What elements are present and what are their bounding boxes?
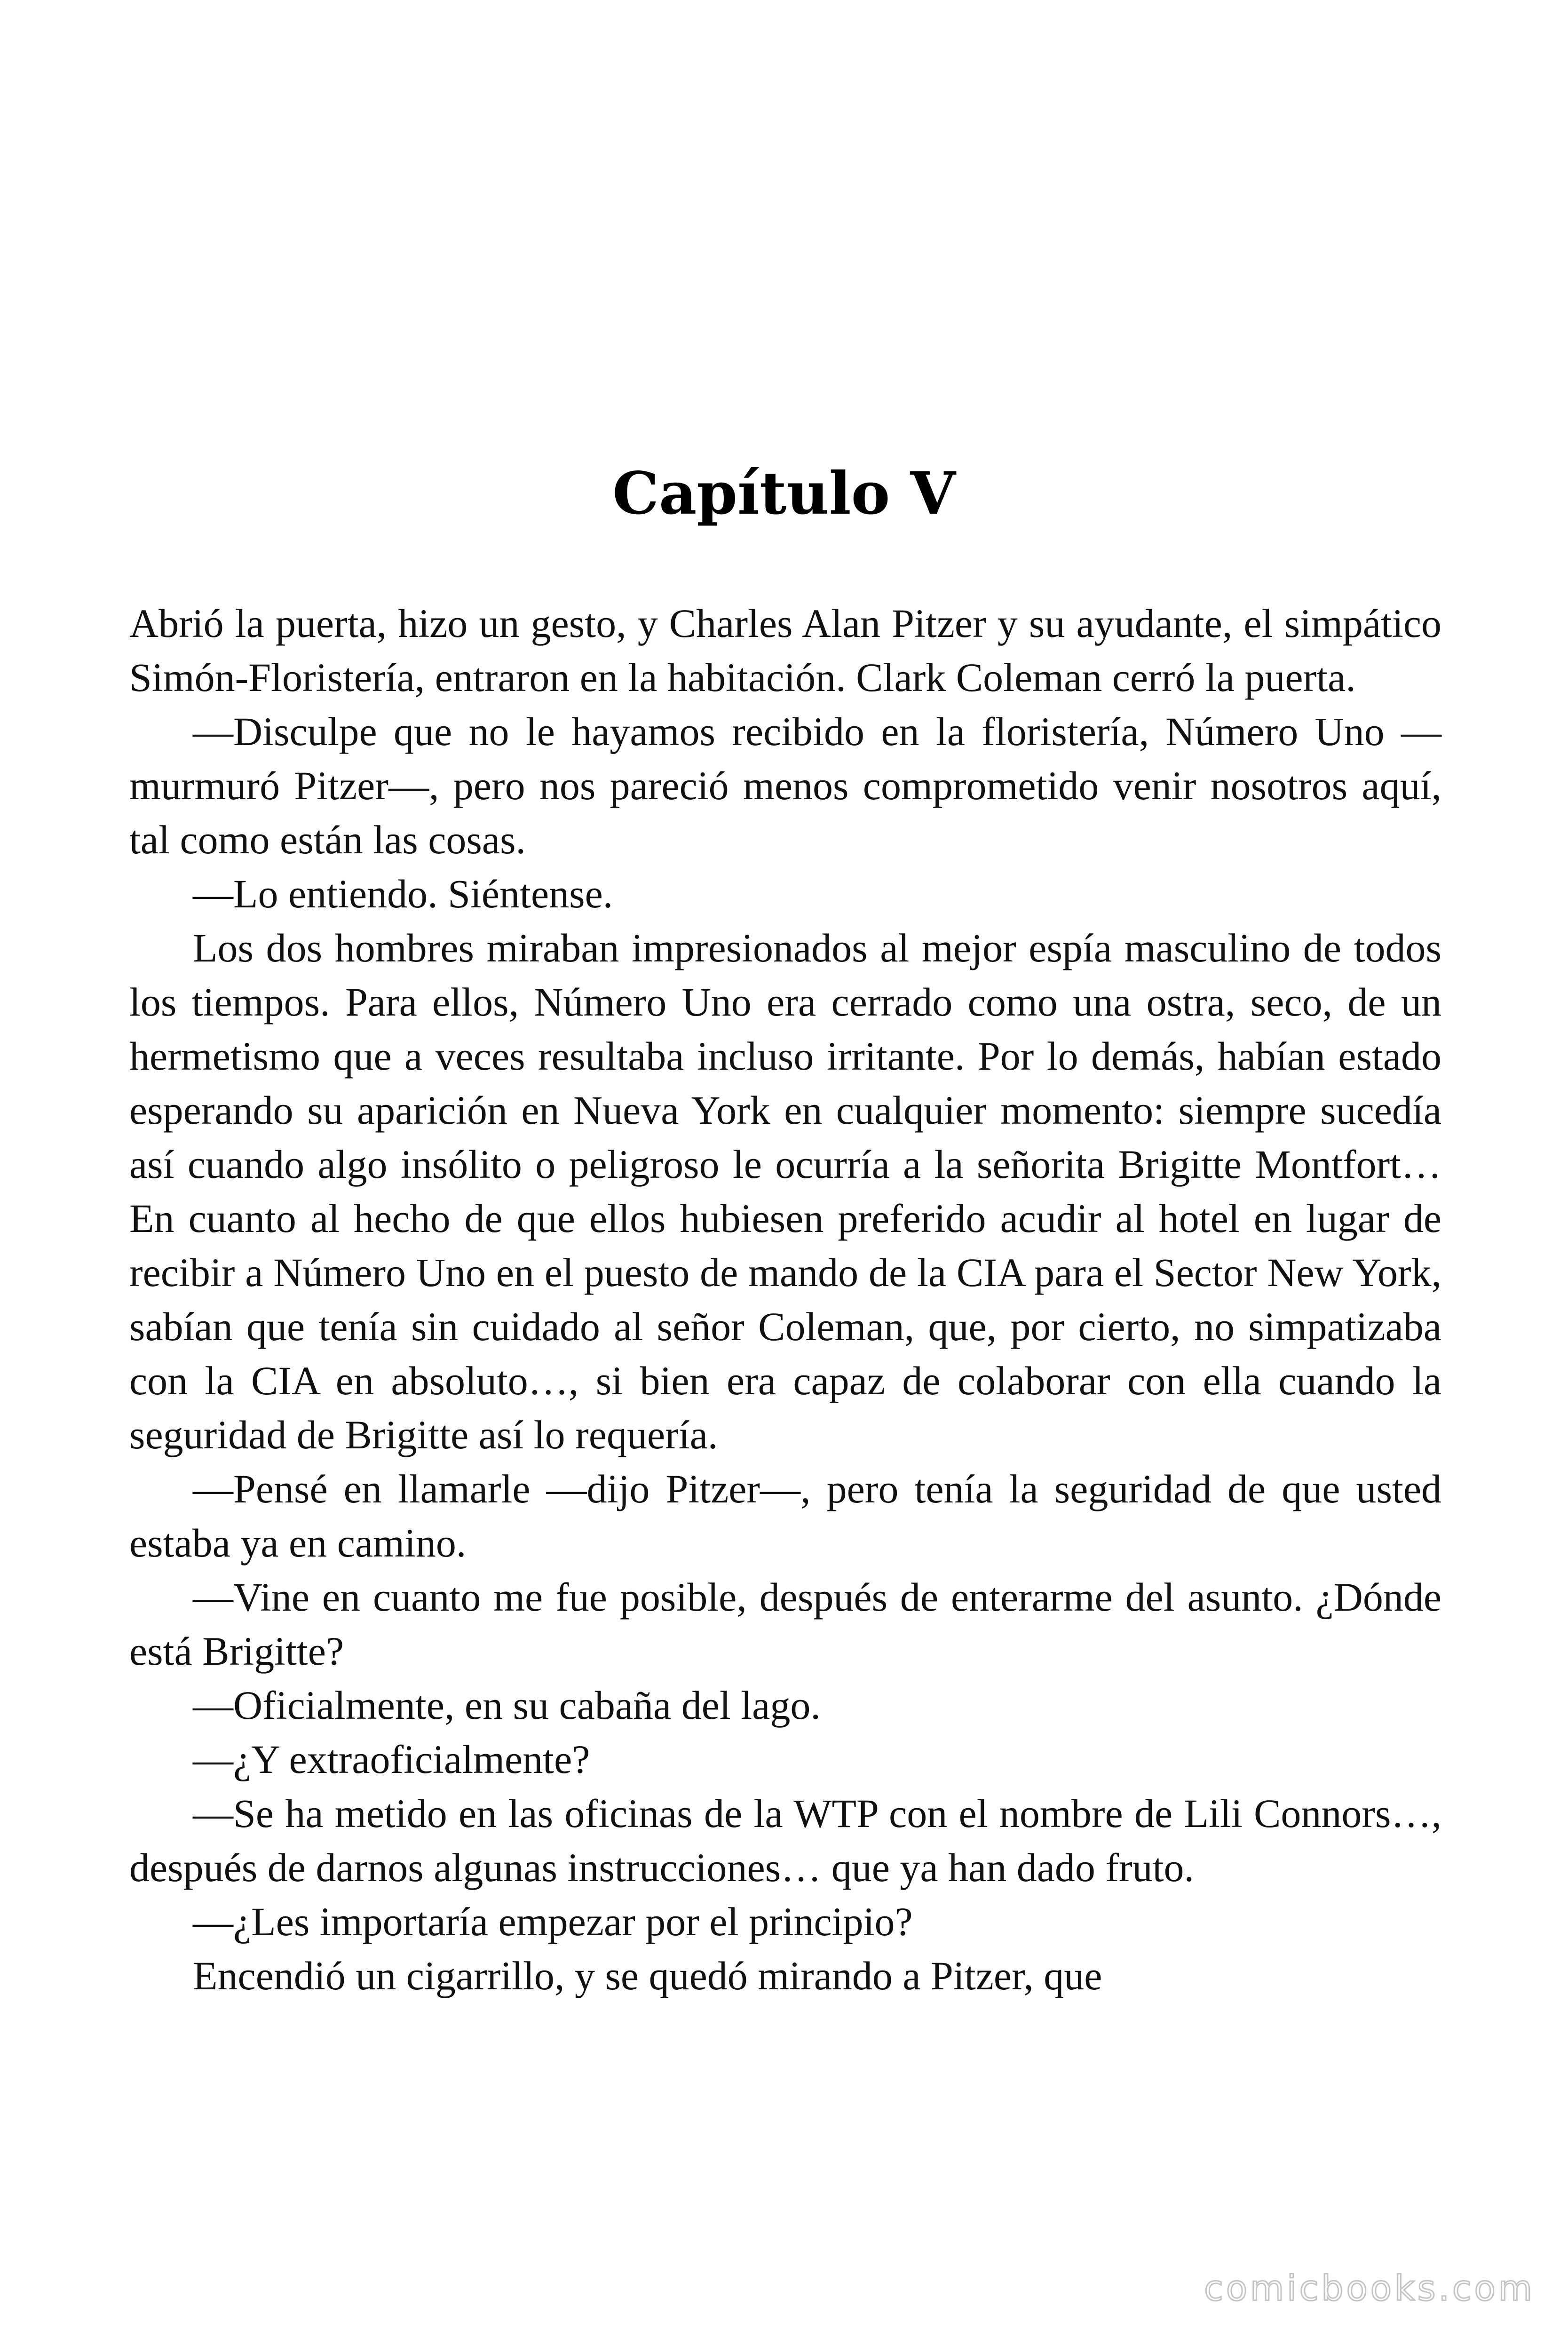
watermark: comicbooks.com xyxy=(1204,2268,1535,2309)
chapter-title: Capítulo V xyxy=(612,460,956,528)
paragraph: Encendió un cigarrillo, y se quedó mirando a Pitzer, que xyxy=(193,1953,1102,1998)
paragraph: —¿Y extraoficialmente? xyxy=(193,1737,590,1782)
paragraph: —Disculpe que no le hayamos recibido en la floristería, Número Uno —murmuró Pitzer—, pero nos pareció menos comprometido venir nosotros aquí, tal como están las cosas. xyxy=(129,709,1441,862)
paragraph: —Lo entiendo. Siéntense. xyxy=(193,871,613,916)
paragraph: —Oficialmente, en su cabaña del lago. xyxy=(193,1683,821,1728)
paragraph: Abrió la puerta, hizo un gesto, y Charles Alan Pitzer y su ayudante, el simpático Simón-Floristería, entraron en la habitación. Clark Coleman cerró la puerta. xyxy=(129,601,1441,700)
paragraph: Los dos hombres miraban impresionados al mejor espía masculino de todos los tiempos. Para ellos, Número Uno era cerrado como una ostra, seco, de un hermetismo que a veces resultaba incluso irritante. Por lo demás, habían estado esperando su aparición en Nueva York en cualquier momento: siempre sucedía así cuando algo insólito o peligroso le ocurría a la señorita Brigitte Montfort… En cuanto al hecho de que ellos hubiesen preferido acudir al hotel en lugar de recibir a Número Uno en el puesto de mando de la CIA para el Sector New York, sabían que tenía sin cuidado al señor Coleman, que, por cierto, no simpatizaba con la CIA en absoluto…, si bien era capaz de colaborar con ella cuando la seguridad de Brigitte así lo requería. xyxy=(129,925,1441,1457)
paragraph: —Se ha metido en las oficinas de la WTP con el nombre de Lili Connors…, después de darnos algunas instrucciones… que ya han dado fruto. xyxy=(129,1791,1441,1890)
paragraph: —Vine en cuanto me fue posible, después de enterarme del asunto. ¿Dónde está Brigitte? xyxy=(129,1574,1441,1674)
paragraph: —¿Les importaría empezar por el principio? xyxy=(193,1899,913,1944)
chapter-body xyxy=(129,596,1441,2003)
paragraph: —Pensé en llamarle —dijo Pitzer—, pero tenía la seguridad de que usted estaba ya en camino. xyxy=(129,1466,1441,1565)
